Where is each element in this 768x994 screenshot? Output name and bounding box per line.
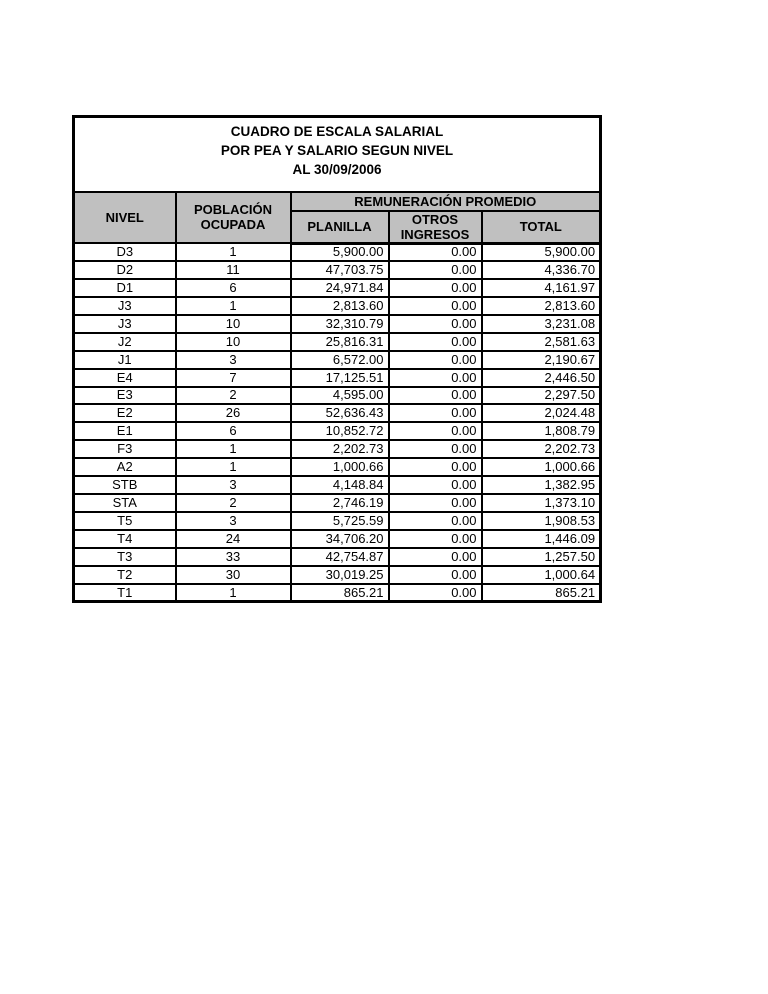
header-row-group	[74, 192, 601, 211]
cell-otros: 0.00	[389, 279, 482, 297]
cell-otros: 0.00	[389, 530, 482, 548]
cell-planilla: 2,202.73	[291, 440, 389, 458]
cell-otros: 0.00	[389, 422, 482, 440]
cell-otros: 0.00	[389, 584, 482, 602]
table-row	[74, 584, 601, 602]
cell-nivel: E1	[74, 422, 176, 440]
cell-otros: 0.00	[389, 440, 482, 458]
cell-otros: 0.00	[389, 351, 482, 369]
cell-otros: 0.00	[389, 261, 482, 279]
title-line-1: CUADRO DE ESCALA SALARIAL	[230, 123, 444, 139]
table-row	[74, 369, 601, 387]
cell-poblacion: 2	[176, 494, 291, 512]
cell-poblacion: 30	[176, 566, 291, 584]
cell-planilla: 24,971.84	[291, 279, 389, 297]
cell-poblacion: 3	[176, 512, 291, 530]
cell-poblacion: 1	[176, 440, 291, 458]
cell-total: 2,202.73	[482, 440, 601, 458]
table-row	[74, 315, 601, 333]
cell-otros: 0.00	[389, 404, 482, 422]
cell-poblacion: 6	[176, 422, 291, 440]
column-header-otros-ingresos: OTROS INGRESOS	[389, 211, 482, 244]
cell-poblacion: 10	[176, 333, 291, 351]
cell-planilla: 25,816.31	[291, 333, 389, 351]
cell-poblacion: 6	[176, 279, 291, 297]
cell-total: 4,336.70	[482, 261, 601, 279]
cell-poblacion: 1	[176, 584, 291, 602]
table-row	[74, 476, 601, 494]
table-row	[74, 440, 601, 458]
cell-otros: 0.00	[389, 297, 482, 315]
cell-nivel: D2	[74, 261, 176, 279]
cell-total: 1,373.10	[482, 494, 601, 512]
cell-poblacion: 1	[176, 297, 291, 315]
cell-nivel: J3	[74, 315, 176, 333]
column-header-poblacion-ocupada: POBLACIÓN OCUPADA	[176, 192, 291, 244]
cell-planilla: 32,310.79	[291, 315, 389, 333]
cell-otros: 0.00	[389, 548, 482, 566]
cell-nivel: E3	[74, 387, 176, 405]
cell-otros: 0.00	[389, 387, 482, 405]
cell-total: 2,297.50	[482, 387, 601, 405]
cell-otros: 0.00	[389, 315, 482, 333]
cell-total: 1,257.50	[482, 548, 601, 566]
cell-poblacion: 24	[176, 530, 291, 548]
cell-planilla: 2,746.19	[291, 494, 389, 512]
cell-poblacion: 1	[176, 458, 291, 476]
table-row	[74, 297, 601, 315]
cell-planilla: 1,000.66	[291, 458, 389, 476]
cell-total: 2,581.63	[482, 333, 601, 351]
cell-total: 2,024.48	[482, 404, 601, 422]
column-header-nivel: NIVEL	[74, 192, 176, 244]
cell-total: 865.21	[482, 584, 601, 602]
cell-planilla: 865.21	[291, 584, 389, 602]
cell-otros: 0.00	[389, 512, 482, 530]
table-row	[74, 512, 601, 530]
cell-total: 2,190.67	[482, 351, 601, 369]
cell-otros: 0.00	[389, 369, 482, 387]
column-header-planilla: PLANILLA	[291, 211, 389, 244]
cell-nivel: T1	[74, 584, 176, 602]
cell-poblacion: 10	[176, 315, 291, 333]
table-row	[74, 261, 601, 279]
column-group-remuneracion-promedio: REMUNERACIÓN PROMEDIO	[291, 192, 601, 211]
cell-nivel: J2	[74, 333, 176, 351]
title-row	[74, 117, 601, 192]
cell-poblacion: 33	[176, 548, 291, 566]
table-row	[74, 279, 601, 297]
column-header-total: TOTAL	[482, 211, 601, 244]
cell-otros: 0.00	[389, 476, 482, 494]
table-row	[74, 548, 601, 566]
cell-poblacion: 1	[176, 243, 291, 261]
cell-poblacion: 7	[176, 369, 291, 387]
title-line-3: AL 30/09/2006	[292, 161, 382, 177]
table-row	[74, 333, 601, 351]
cell-nivel: D3	[74, 243, 176, 261]
cell-total: 1,808.79	[482, 422, 601, 440]
cell-poblacion: 3	[176, 476, 291, 494]
cell-otros: 0.00	[389, 333, 482, 351]
title-line-2: POR PEA Y SALARIO SEGUN NIVEL	[220, 142, 454, 158]
cell-nivel: D1	[74, 279, 176, 297]
cell-nivel: STB	[74, 476, 176, 494]
cell-nivel: T2	[74, 566, 176, 584]
cell-total: 2,446.50	[482, 369, 601, 387]
cell-total: 5,900.00	[482, 243, 601, 261]
table-body	[74, 243, 601, 602]
cell-poblacion: 3	[176, 351, 291, 369]
cell-total: 3,231.08	[482, 315, 601, 333]
table-row	[74, 458, 601, 476]
cell-nivel: J1	[74, 351, 176, 369]
cell-planilla: 4,595.00	[291, 387, 389, 405]
cell-otros: 0.00	[389, 458, 482, 476]
cell-planilla: 17,125.51	[291, 369, 389, 387]
cell-planilla: 34,706.20	[291, 530, 389, 548]
cell-nivel: A2	[74, 458, 176, 476]
cell-planilla: 30,019.25	[291, 566, 389, 584]
table-row	[74, 422, 601, 440]
table-title	[74, 117, 601, 192]
cell-planilla: 52,636.43	[291, 404, 389, 422]
cell-total: 1,446.09	[482, 530, 601, 548]
table-row	[74, 530, 601, 548]
table-row	[74, 566, 601, 584]
cell-total: 1,908.53	[482, 512, 601, 530]
cell-otros: 0.00	[389, 494, 482, 512]
cell-planilla: 42,754.87	[291, 548, 389, 566]
cell-otros: 0.00	[389, 243, 482, 261]
cell-total: 1,000.64	[482, 566, 601, 584]
cell-otros: 0.00	[389, 566, 482, 584]
cell-nivel: E2	[74, 404, 176, 422]
cell-poblacion: 11	[176, 261, 291, 279]
cell-poblacion: 2	[176, 387, 291, 405]
cell-poblacion: 26	[176, 404, 291, 422]
table-header	[74, 117, 601, 244]
cell-planilla: 4,148.84	[291, 476, 389, 494]
cell-nivel: T3	[74, 548, 176, 566]
cell-nivel: STA	[74, 494, 176, 512]
cell-planilla: 10,852.72	[291, 422, 389, 440]
cell-total: 2,813.60	[482, 297, 601, 315]
cell-planilla: 6,572.00	[291, 351, 389, 369]
cell-nivel: J3	[74, 297, 176, 315]
table-row	[74, 387, 601, 405]
cell-nivel: E4	[74, 369, 176, 387]
cell-planilla: 2,813.60	[291, 297, 389, 315]
cell-planilla: 47,703.75	[291, 261, 389, 279]
salary-scale-table	[72, 115, 602, 603]
cell-nivel: F3	[74, 440, 176, 458]
cell-nivel: T4	[74, 530, 176, 548]
cell-total: 4,161.97	[482, 279, 601, 297]
cell-planilla: 5,900.00	[291, 243, 389, 261]
table-row	[74, 404, 601, 422]
table-row	[74, 494, 601, 512]
cell-nivel: T5	[74, 512, 176, 530]
cell-planilla: 5,725.59	[291, 512, 389, 530]
table-row	[74, 243, 601, 261]
cell-total: 1,000.66	[482, 458, 601, 476]
cell-total: 1,382.95	[482, 476, 601, 494]
table-row	[74, 351, 601, 369]
